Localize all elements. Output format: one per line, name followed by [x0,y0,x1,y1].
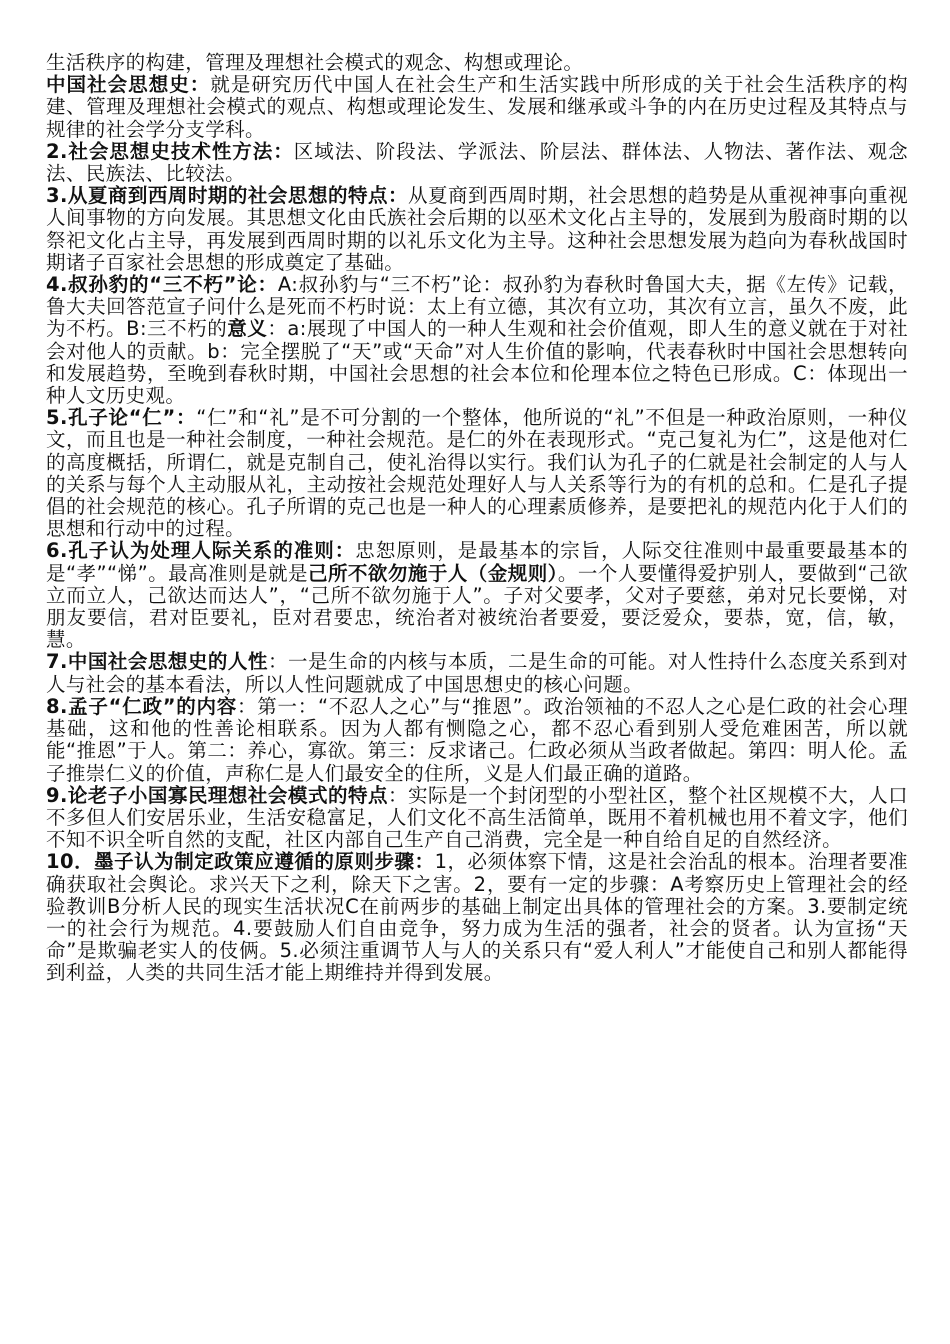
paragraph-body: ：实际是一个封闭型的小型社区，整个社区规模不大，人口不多但人们安居乐业，生活安稳富足，人们文化不高生活简单，既用不着机械也用不着文字，他们不知不识全听自然的支配，社区内部自己生产自己消费，完全是一种自给自足的自然经济。 [46,783,908,852]
paragraph-heading: 3.从夏商到西周时期的社会思想的特点： [46,184,408,208]
paragraph-laozi-model [46,785,908,852]
paragraph-human-nature [46,651,908,695]
paragraph-three-immortals [46,274,908,407]
paragraph-body: 忠恕原则，是最基本的宗旨，人际交往准则中最重要最基本的是“孝”“悌”。最高准则是就是 [46,539,908,585]
paragraph-body: ：第一：“不忍人之心”与“推恩”。政治领袖的不忍人之心是仁政的社会心理基础，这和他的性善论相联系。因为人都有恻隐之心，都不忍心看到别人受危难困苦，所以就能“推恩”于人。第二：养心，寡欲。第三：反求诸己。仁政必须从当政者做起。第四：明人伦。孟子推崇仁义的价值，声称仁是人们最安全的住所，义是人们最正确的道路。 [46,694,908,785]
paragraph-body-tail: ：a:展现了中国人的一种人生观和社会价值观，即人生的意义就在于对社会对他人的贡献。b：完全摆脱了“天”或“天命”对人生价值的影响，代表春秋时中国社会思想转向和发展趋势，至晚到春秋时期，中国社会思想的社会本位和伦理本位之特色已形成。C：体现出一种人文历史观。 [46,317,908,408]
paragraph-mencius-renzheng [46,696,908,785]
paragraph-heading: 6.孔子认为处理人际关系的准则： [46,539,356,563]
paragraph-body: “仁”和“礼”是不可分割的一个整体，他所说的“礼”不但是一种政治原则，一种仪文，而且也是一种社会制度，一种社会规范。是仁的外在表现形式。“克己复礼为仁”，这是他对仁的高度概括，所谓仁，就是克制自己，使礼治得以实行。我们认为孔子的仁就是社会制定的人与人的关系与每个人主动服从礼，主动按社会规范处理好人与人关系等行为的有机的总和。仁是孔子提倡的社会规范的核心。孔子所谓的克己也是一种人的心理素质修养，是要把礼的规范内化于人们的思想和行动中的过程。 [46,406,908,541]
paragraph-confucius-ren [46,407,908,540]
paragraph-heading: 7.中国社会思想史的人性 [46,650,268,674]
paragraph-heading: 4.叔孙豹的“三不朽”论： [46,273,278,297]
paragraph-body: 1，必须体察下情，这是社会治乱的根本。治理者要准确获取社会舆论。求兴天下之利，除天下之害。2，要有一定的步骤：A考察历史上管理社会的经验教训B分析人民的现实生活状况C在前两步的基础上制定出具体的管理社会的方案。3.要制定统一的社会行为规范。4.要鼓励人们自由竞争，努力成为生活的强者，社会的贤者。认为宣扬“天命”是欺骗老实人的伎俩。5.必须注重调节人与人的关系只有“爱人利人”才能使自己和别人都能得到利益，人类的共同生活才能上期维持并得到发展。 [46,850,908,985]
paragraph-body-tail: 。一个人要懂得爱护别人，要做到“己欲立而立人，己欲达而达人”，“己所不欲勿施于人”。子对父要孝，父对子要慈，弟对兄长要悌，对朋友要信，君对臣要礼，臣对君要忠，统治者对被统治者要爱，要泛爱众，要恭，宽，信，敏，慧。 [46,561,908,652]
paragraph-mozi-policy [46,851,908,984]
paragraph-xia-shang-zhou [46,185,908,274]
paragraph-definition [46,74,908,141]
paragraph-heading: 2.社会思想史技术性方法： [46,139,294,163]
paragraph-methods [46,141,908,185]
paragraph-heading: 中国社会思想史： [46,73,211,97]
paragraph-body: A:叔孙豹与“三不朽”论：叔孙豹为春秋时鲁国大夫，据《左传》记载，鲁大夫回答范宣子问什么是死而不朽时说：太上有立德，其次有立功，其次有立言，虽久不废，此为不朽。B:三不朽的 [46,273,908,341]
paragraph-heading: 10．墨子认为制定政策应遵循的原则步骤： [46,850,435,874]
emphasis-text: 己所不欲勿施于人（金规则） [307,561,558,585]
paragraph-heading: 8.孟子“仁政”的内容 [46,694,238,718]
paragraph-intro [46,52,908,74]
paragraph-body: 区域法、阶段法、学派法、阶层法、群体法、人物法、著作法、观念法、民族法、比较法。 [46,139,908,186]
paragraph-body: 从夏商到西周时期，社会思想的趋势是从重视神事向重视人间事物的方向发展。其思想文化由氏族社会后期的以巫术文化占主导的，发展到为殷商时期的以祭祀文化占主导，再发展到西周时期的以礼乐文化为主导。这种社会思想发展为趋向为春秋战国时期诸子百家社会思想的形成奠定了基础。 [46,184,908,274]
paragraph-body: 就是研究历代中国人在社会生产和生活实践中所形成的关于社会生活秩序的构建、管理及理想社会模式的观点、构想或理论发生、发展和继承或斗争的内在历史过程及其特点与规律的社会学分支学科。 [46,73,908,141]
paragraph-interpersonal-rules [46,540,908,651]
document-page [46,52,908,985]
paragraph-heading: 9.论老子小国寡民理想社会模式的特点 [46,783,388,807]
emphasis-text: 意义 [227,317,268,341]
paragraph-body: ：一是生命的内核与本质，二是生命的可能。对人性持什么态度关系到对人与社会的基本看法，所以人性问题就成了中国思想史的核心问题。 [46,650,908,696]
paragraph-body: 生活秩序的构建，管理及理想社会模式的观念、构想或理论。 [46,51,584,74]
paragraph-heading: 5.孔子论“仁”： [46,406,197,430]
